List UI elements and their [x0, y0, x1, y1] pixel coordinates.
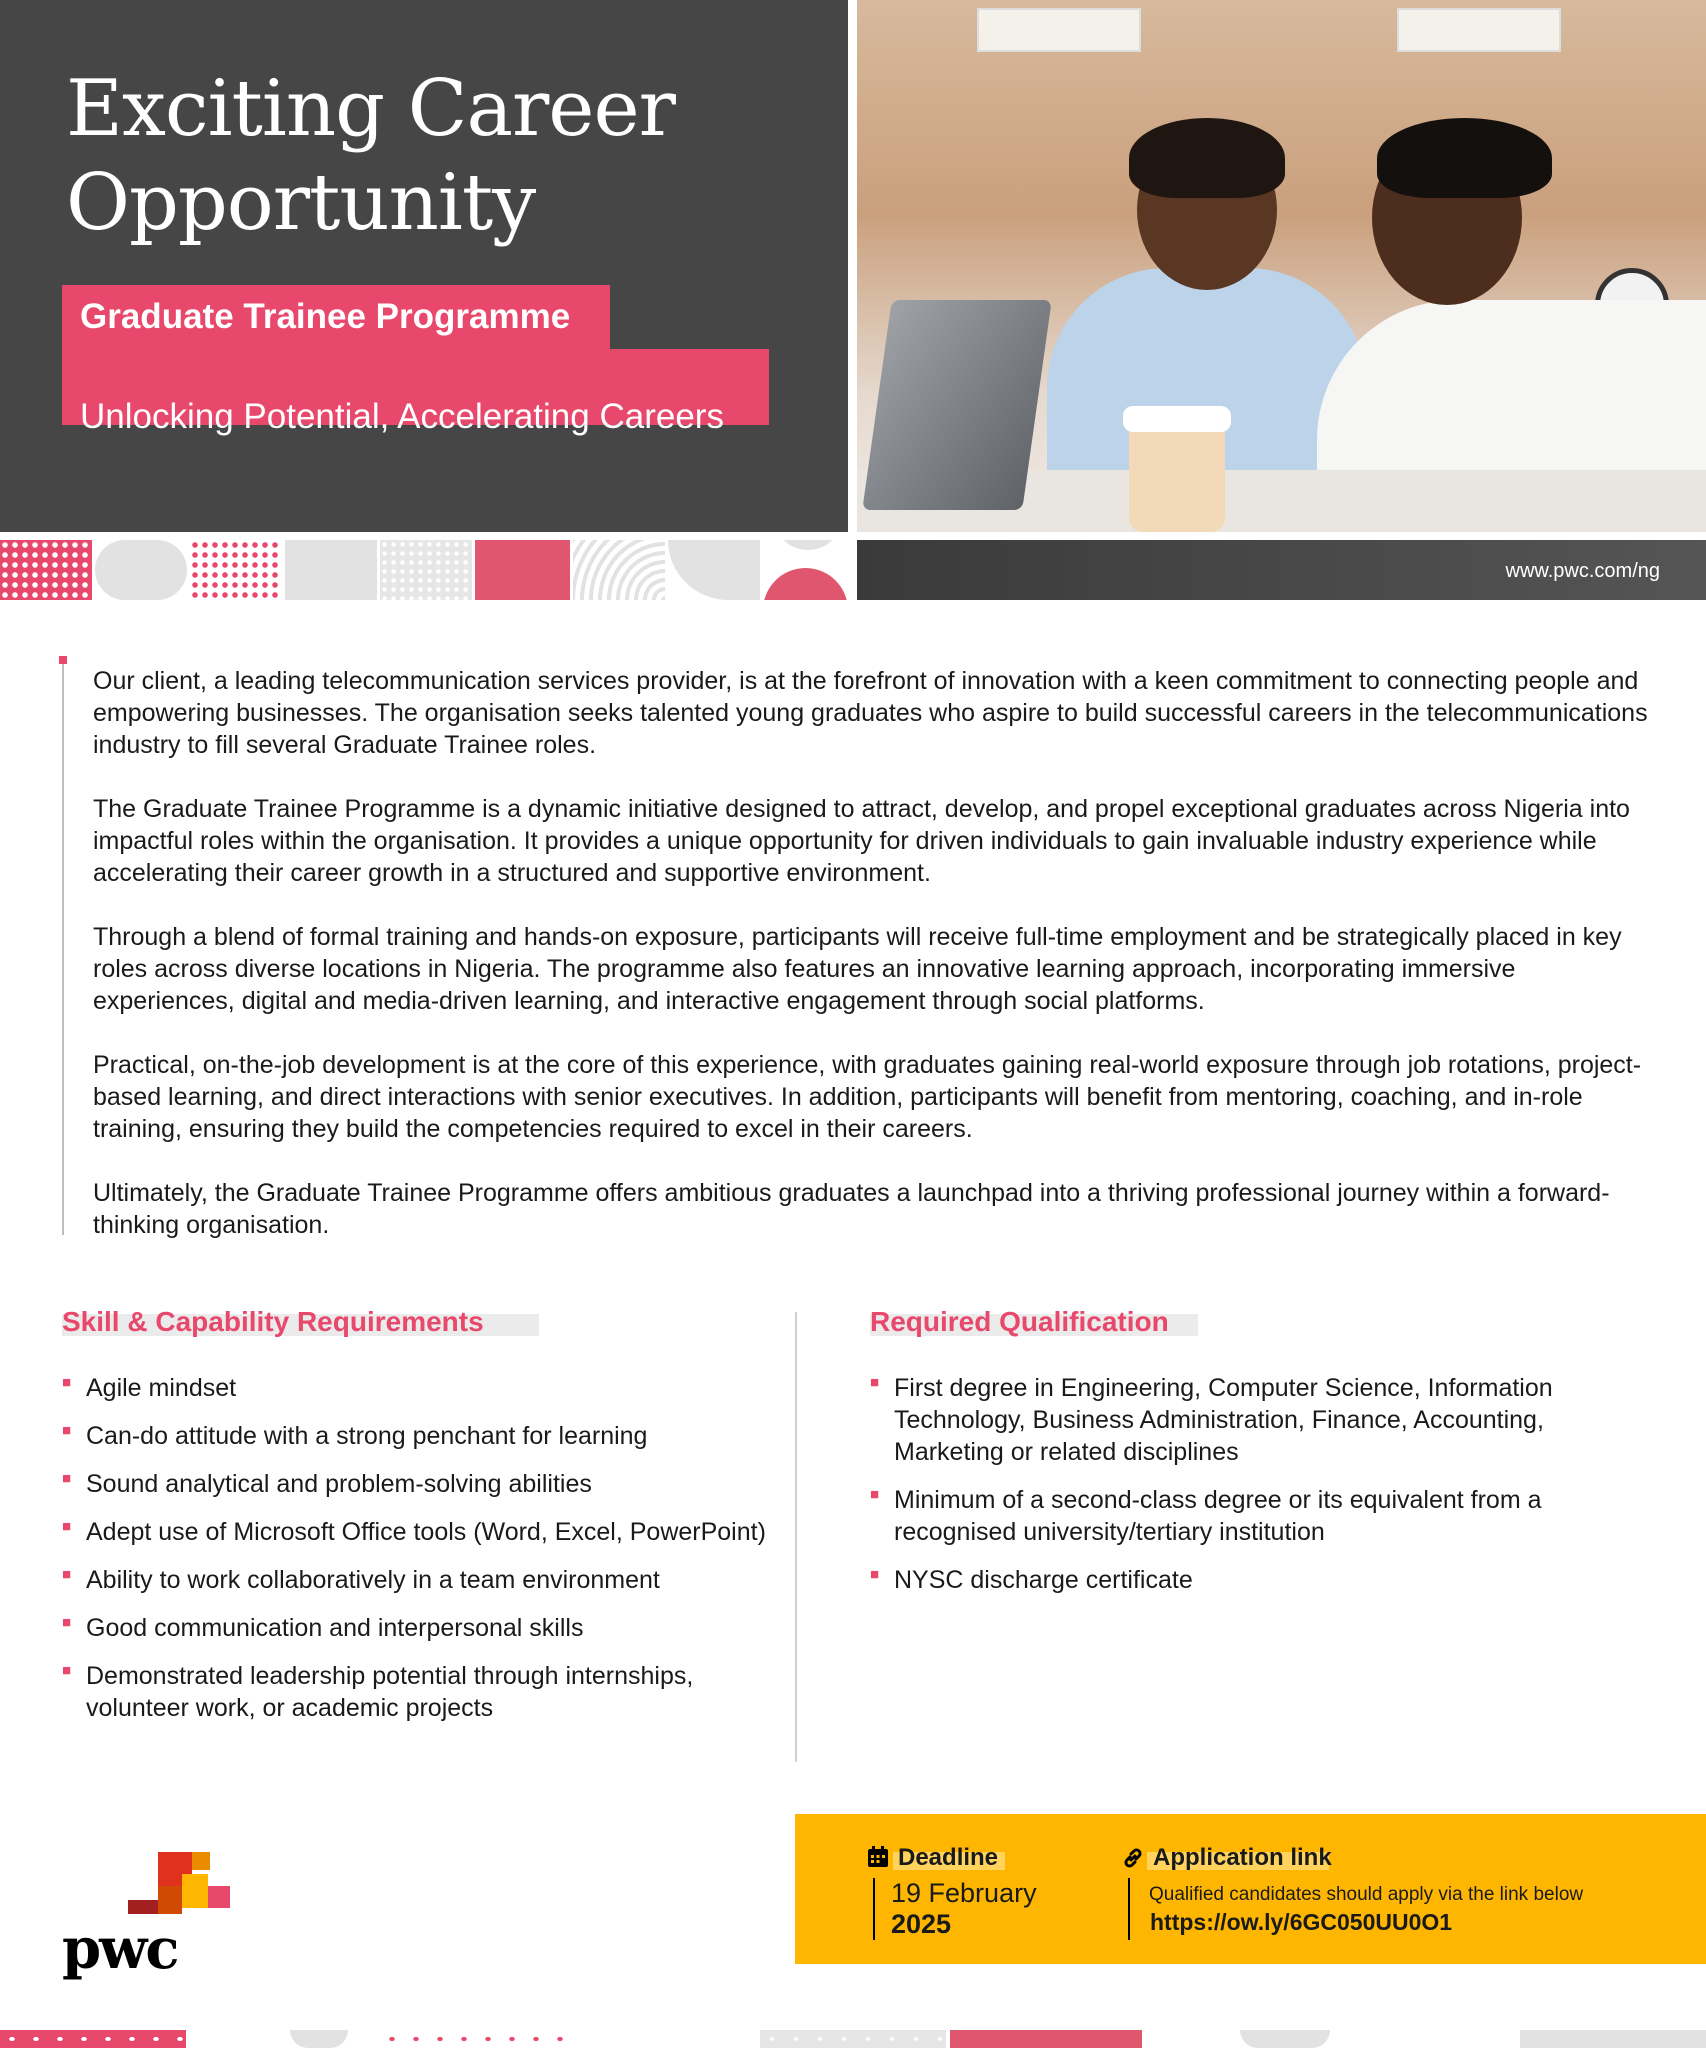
deadline-label: Deadline	[898, 1844, 999, 1871]
application-info-box	[795, 1814, 1706, 1964]
laptop	[862, 300, 1052, 510]
intro-paragraph: Practical, on-the-job development is at the core of this experience, with graduates gaining real-world exposure through job rotations, project-based learning, and direct interactions with senior executives. In addition, participants will benefit from mentoring, coaching, and in-role training, ensuring they build the competencies required to excel in their careers.	[93, 1051, 1642, 1143]
page-title	[66, 62, 675, 250]
deadline-day: 19 February	[891, 1878, 1037, 1908]
website-link[interactable]: www.pwc.com/ng	[1505, 560, 1660, 582]
qualifications-heading	[870, 1306, 1169, 1336]
bullet-icon: ■	[62, 1614, 72, 1631]
bottom-pattern-strip	[0, 2030, 1706, 2048]
skills-list	[62, 1372, 772, 1740]
qualifications-heading-text: Required Qualification	[870, 1306, 1169, 1337]
list-item: ■ Minimum of a second-class degree or its equivalent from a recognised university/tertiary institution	[870, 1486, 1542, 1546]
intro-marker	[59, 656, 67, 664]
intro-paragraph: Ultimately, the Graduate Trainee Programme offers ambitious graduates a launchpad into a thriving professional journey within a forward-thinking organisation.	[93, 1179, 1610, 1239]
pattern-strip	[0, 540, 848, 600]
list-item: ■ Can-do attitude with a strong penchant for learning	[62, 1422, 648, 1450]
skills-heading	[62, 1306, 484, 1336]
bullet-icon: ■	[62, 1566, 72, 1583]
programme-name: Graduate Trainee Programme	[80, 297, 571, 336]
list-item: ■ First degree in Engineering, Computer Science, Information Technology, Business Administration, Finance, Accounting, Marketing or related disciplines	[870, 1374, 1553, 1466]
list-item: ■ Adept use of Microsoft Office tools (Word, Excel, PowerPoint)	[62, 1518, 766, 1546]
bullet-icon: ■	[870, 1566, 880, 1583]
application-url[interactable]: https://ow.ly/6GC050UU0O1	[1150, 1909, 1453, 1935]
bullet-icon: ■	[870, 1374, 880, 1391]
list-item: ■ Good communication and interpersonal skills	[62, 1614, 584, 1642]
column-divider	[795, 1312, 797, 1762]
list-item: ■ NYSC discharge certificate	[870, 1566, 1193, 1594]
tagline-banner	[62, 349, 769, 436]
coffee-cup	[1129, 420, 1225, 532]
bullet-icon: ■	[62, 1662, 72, 1679]
bullet-icon: ■	[62, 1422, 72, 1439]
logo-wordmark: pwc	[62, 1916, 178, 1982]
application-note: Qualified candidates should apply via the link below	[1149, 1884, 1584, 1905]
title-line-1: Exciting Career	[66, 64, 675, 154]
link-icon	[1121, 1846, 1145, 1870]
intro-paragraph: The Graduate Trainee Programme is a dynamic initiative designed to attract, develop, and propel exceptional graduates across Nigeria into impactful roles within the organisation. It provides a unique opportunity for driven individuals to gain invaluable industry experience while accelerating their career growth in a structured and supportive environment.	[93, 795, 1630, 887]
website-bar	[857, 540, 1706, 600]
list-item: ■ Demonstrated leadership potential through internships, volunteer work, or academic projects	[62, 1662, 694, 1722]
bullet-icon: ■	[870, 1486, 880, 1503]
bullet-icon: ■	[62, 1470, 72, 1487]
tagline: Unlocking Potential, Accelerating Careers	[80, 397, 724, 436]
skills-heading-text: Skill & Capability Requirements	[62, 1306, 484, 1337]
intro-rule	[62, 660, 64, 1235]
qualifications-list	[870, 1372, 1630, 1612]
deadline-value	[891, 1878, 1037, 1940]
intro-text	[93, 665, 1653, 1273]
bullet-icon: ■	[62, 1374, 72, 1391]
hero-photo	[857, 0, 1706, 532]
list-item: ■ Sound analytical and problem-solving abilities	[62, 1470, 592, 1498]
intro-paragraph: Through a blend of formal training and hands-on exposure, participants will receive full-time employment and be strategically placed in key roles across diverse locations in Nigeria. The programme also features an innovative learning approach, incorporating immersive experiences, digital and media-driven learning, and interactive engagement through social platforms.	[93, 923, 1622, 1015]
programme-banner	[62, 285, 610, 351]
list-item: ■ Agile mindset	[62, 1374, 237, 1402]
application-label: Application link	[1153, 1844, 1332, 1871]
list-item: ■ Ability to work collaboratively in a team environment	[62, 1566, 660, 1594]
bullet-icon: ■	[62, 1518, 72, 1535]
calendar-icon	[867, 1846, 889, 1868]
deadline-year: 2025	[891, 1909, 952, 1939]
header-panel	[0, 0, 848, 532]
intro-paragraph: Our client, a leading telecommunication services provider, is at the forefront of innovation with a keen commitment to connecting people and empowering businesses. The organisation seeks talented young graduates who aspire to build successful careers in the telecommunications industry to fill several Graduate Trainee roles.	[93, 667, 1648, 759]
pwc-logo	[62, 1850, 232, 1982]
title-line-2: Opportunity	[66, 158, 536, 248]
